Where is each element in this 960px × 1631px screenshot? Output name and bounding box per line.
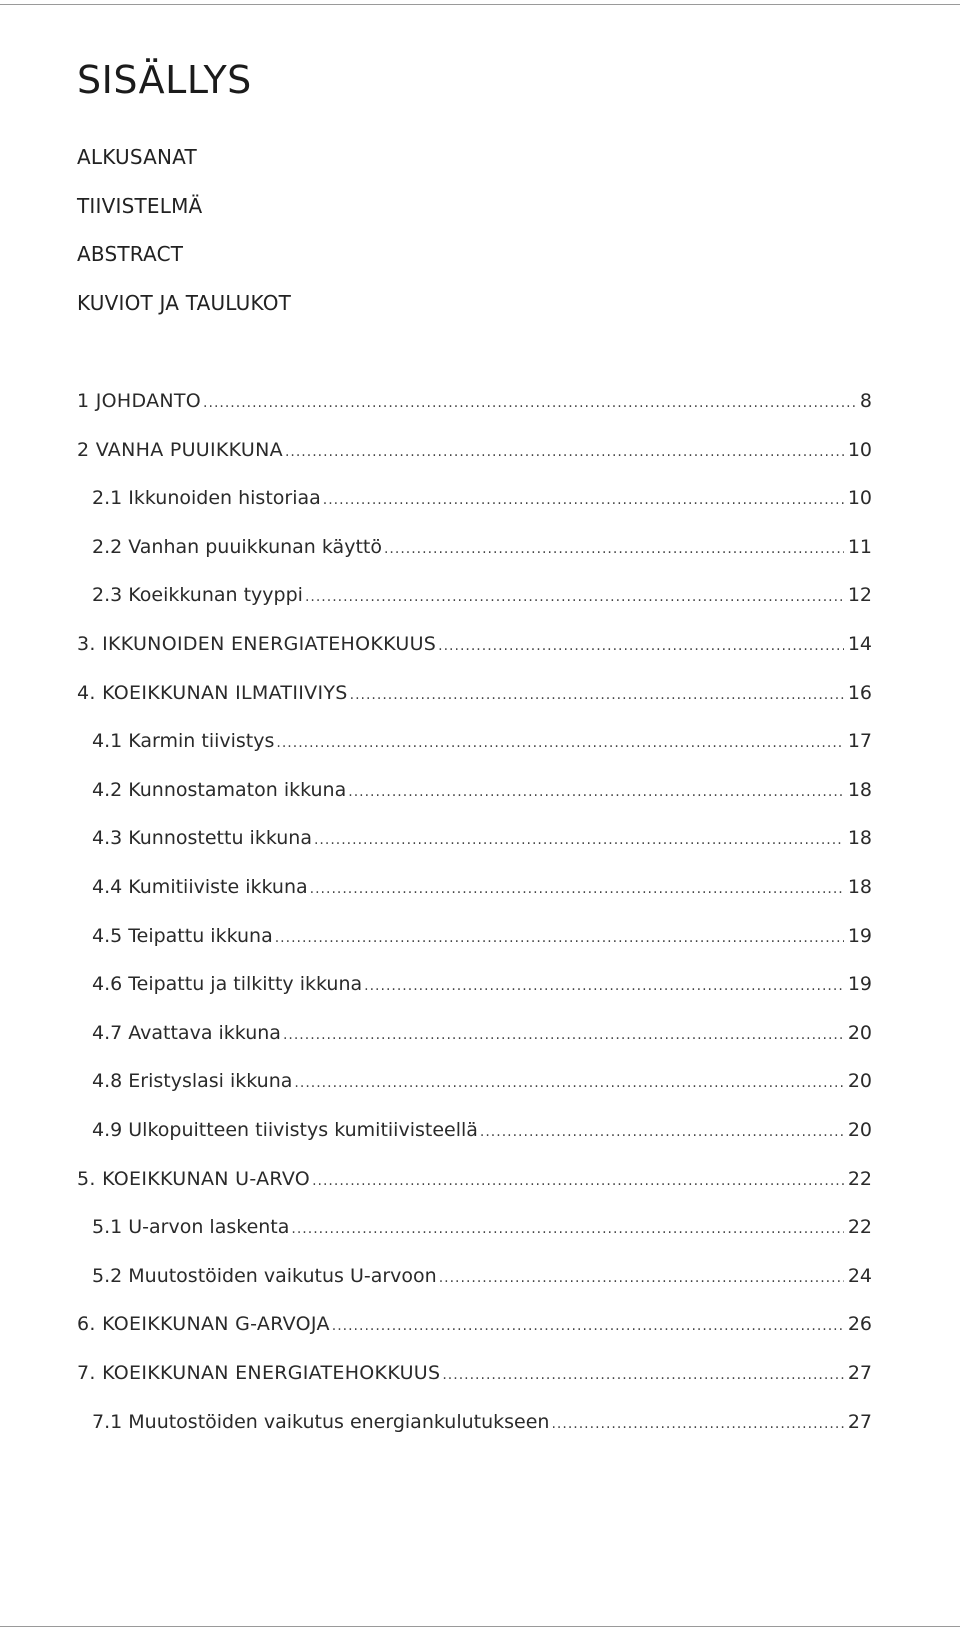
toc-entry[interactable] <box>0 1022 872 1048</box>
toc-entry-label: 4.3 Kunnostettu ikkuna <box>92 827 312 849</box>
toc-entry-line <box>92 1119 872 1141</box>
dot-leader <box>438 638 844 654</box>
toc-entry-line <box>77 1168 872 1190</box>
toc-entry-label: 5.2 Muutostöiden vaikutus U-arvoon <box>92 1265 437 1287</box>
toc-entry-label: 4. KOEIKKUNAN ILMATIIVIYS <box>77 682 348 704</box>
toc-entry[interactable] <box>0 1168 872 1194</box>
dot-leader <box>312 1173 844 1189</box>
toc-page-number: 10 <box>847 487 872 509</box>
toc-entry[interactable] <box>0 973 872 999</box>
toc-entry-line <box>92 779 872 801</box>
dot-leader <box>283 1027 844 1043</box>
toc-entry-label: 4.5 Teipattu ikkuna <box>92 925 273 947</box>
toc-page-number: 27 <box>847 1362 872 1384</box>
dot-leader <box>203 395 856 411</box>
toc-entry[interactable] <box>0 487 872 513</box>
dot-leader <box>314 832 844 848</box>
page-title: SISÄLLYS <box>77 58 252 102</box>
toc-entry-line <box>92 1216 872 1238</box>
toc-page-number: 11 <box>847 536 872 558</box>
toc-page-number: 18 <box>847 779 872 801</box>
toc-entry-line <box>77 682 872 704</box>
dot-leader <box>291 1221 843 1237</box>
toc-entry-line <box>92 487 872 509</box>
dot-leader <box>310 881 844 897</box>
toc-entry-label: 4.7 Avattava ikkuna <box>92 1022 281 1044</box>
toc-entry-label: 4.8 Eristyslasi ikkuna <box>92 1070 293 1092</box>
dot-leader <box>294 1075 843 1091</box>
toc-entry-label: 2 VANHA PUUIKKUNA <box>77 439 283 461</box>
toc-entry-label: 4.1 Karmin tiivistys <box>92 730 275 752</box>
toc-entry-label: 2.2 Vanhan puuikkunan käyttö <box>92 536 382 558</box>
front-matter-item[interactable]: ABSTRACT <box>77 242 184 266</box>
toc-entry[interactable] <box>0 925 872 951</box>
toc-entry[interactable] <box>0 1119 872 1145</box>
toc-entry-line <box>92 876 872 898</box>
dot-leader <box>551 1416 843 1432</box>
toc-entry-label: 2.3 Koeikkunan tyyppi <box>92 584 303 606</box>
dot-leader <box>275 930 844 946</box>
toc-entry-label: 4.4 Kumitiiviste ikkuna <box>92 876 308 898</box>
toc-entry[interactable] <box>0 1070 872 1096</box>
toc-entry-line <box>92 1411 872 1433</box>
toc-entry[interactable] <box>0 1216 872 1242</box>
dot-leader <box>332 1318 844 1334</box>
toc-page-number: 22 <box>847 1168 872 1190</box>
toc-entry-label: 4.2 Kunnostamaton ikkuna <box>92 779 347 801</box>
toc-page-number: 8 <box>859 390 872 412</box>
toc-entry-line <box>92 1022 872 1044</box>
toc-entry-label: 2.1 Ikkunoiden historiaa <box>92 487 321 509</box>
toc-page-number: 19 <box>847 973 872 995</box>
toc-entry-line <box>92 584 872 606</box>
toc-entry-line <box>77 1362 872 1384</box>
toc-entry-line <box>77 633 872 655</box>
toc-entry-line <box>77 390 872 412</box>
front-matter-item[interactable]: KUVIOT JA TAULUKOT <box>77 291 292 315</box>
toc-page-number: 20 <box>847 1119 872 1141</box>
toc-entry-line <box>77 1313 872 1335</box>
front-matter-item[interactable]: TIIVISTELMÄ <box>77 194 203 218</box>
dot-leader <box>323 492 844 508</box>
toc-entry-label: 7. KOEIKKUNAN ENERGIATEHOKKUUS <box>77 1362 441 1384</box>
toc-page-number: 26 <box>847 1313 872 1335</box>
top-rule <box>0 4 960 5</box>
toc-page-number: 20 <box>847 1070 872 1092</box>
dot-leader <box>442 1367 843 1383</box>
toc-entry-line <box>92 536 872 558</box>
toc-entry-label: 4.6 Teipattu ja tilkitty ikkuna <box>92 973 363 995</box>
dot-leader <box>350 687 844 703</box>
toc-page-number: 18 <box>847 827 872 849</box>
toc-page-number: 16 <box>847 682 872 704</box>
dot-leader <box>276 735 843 751</box>
toc-page-number: 22 <box>847 1216 872 1238</box>
toc-entry-label: 5. KOEIKKUNAN U-ARVO <box>77 1168 311 1190</box>
toc-entry-line <box>92 925 872 947</box>
dot-leader <box>480 1124 844 1140</box>
toc-entry[interactable] <box>0 439 872 465</box>
toc-entry-label: 6. KOEIKKUNAN G-ARVOJA <box>77 1313 330 1335</box>
toc-page-number: 27 <box>847 1411 872 1433</box>
toc-entry[interactable] <box>0 633 872 659</box>
toc-page-number: 24 <box>847 1265 872 1287</box>
toc-entry[interactable] <box>0 584 872 610</box>
toc-entry[interactable] <box>0 682 872 708</box>
toc-entry[interactable] <box>0 1313 872 1339</box>
toc-entry-line <box>92 1070 872 1092</box>
toc-entry[interactable] <box>0 730 872 756</box>
toc-entry-label: 5.1 U-arvon laskenta <box>92 1216 290 1238</box>
toc-entry[interactable] <box>0 827 872 853</box>
toc-entry[interactable] <box>0 1362 872 1388</box>
dot-leader <box>364 978 844 994</box>
toc-page-number: 17 <box>847 730 872 752</box>
toc-entry[interactable] <box>0 876 872 902</box>
dot-leader <box>348 784 844 800</box>
dot-leader <box>384 541 844 557</box>
toc-entry[interactable] <box>0 390 872 416</box>
bottom-rule <box>0 1626 960 1627</box>
toc-page-number: 18 <box>847 876 872 898</box>
toc-entry-line <box>77 439 872 461</box>
toc-entry-line <box>92 827 872 849</box>
toc-page-number: 10 <box>847 439 872 461</box>
front-matter-item[interactable]: ALKUSANAT <box>77 145 197 169</box>
toc-entry-line <box>92 730 872 752</box>
dot-leader <box>439 1270 844 1286</box>
toc-page-number: 12 <box>847 584 872 606</box>
toc-entry-label: 3. IKKUNOIDEN ENERGIATEHOKKUUS <box>77 633 437 655</box>
toc-entry-label: 7.1 Muutostöiden vaikutus energiankulutukseen <box>92 1411 550 1433</box>
toc-entry[interactable] <box>0 1411 872 1437</box>
toc-page-number: 20 <box>847 1022 872 1044</box>
toc-page-number: 19 <box>847 925 872 947</box>
dot-leader <box>305 589 844 605</box>
toc-entry[interactable] <box>0 536 872 562</box>
dot-leader <box>285 444 844 460</box>
toc-page-number: 14 <box>847 633 872 655</box>
toc-entry-label: 1 JOHDANTO <box>77 390 202 412</box>
toc-entry[interactable] <box>0 779 872 805</box>
toc-entry-line <box>92 973 872 995</box>
toc-entry-label: 4.9 Ulkopuitteen tiivistys kumitiivisteellä <box>92 1119 478 1141</box>
toc-entry-line <box>92 1265 872 1287</box>
toc-entry[interactable] <box>0 1265 872 1291</box>
